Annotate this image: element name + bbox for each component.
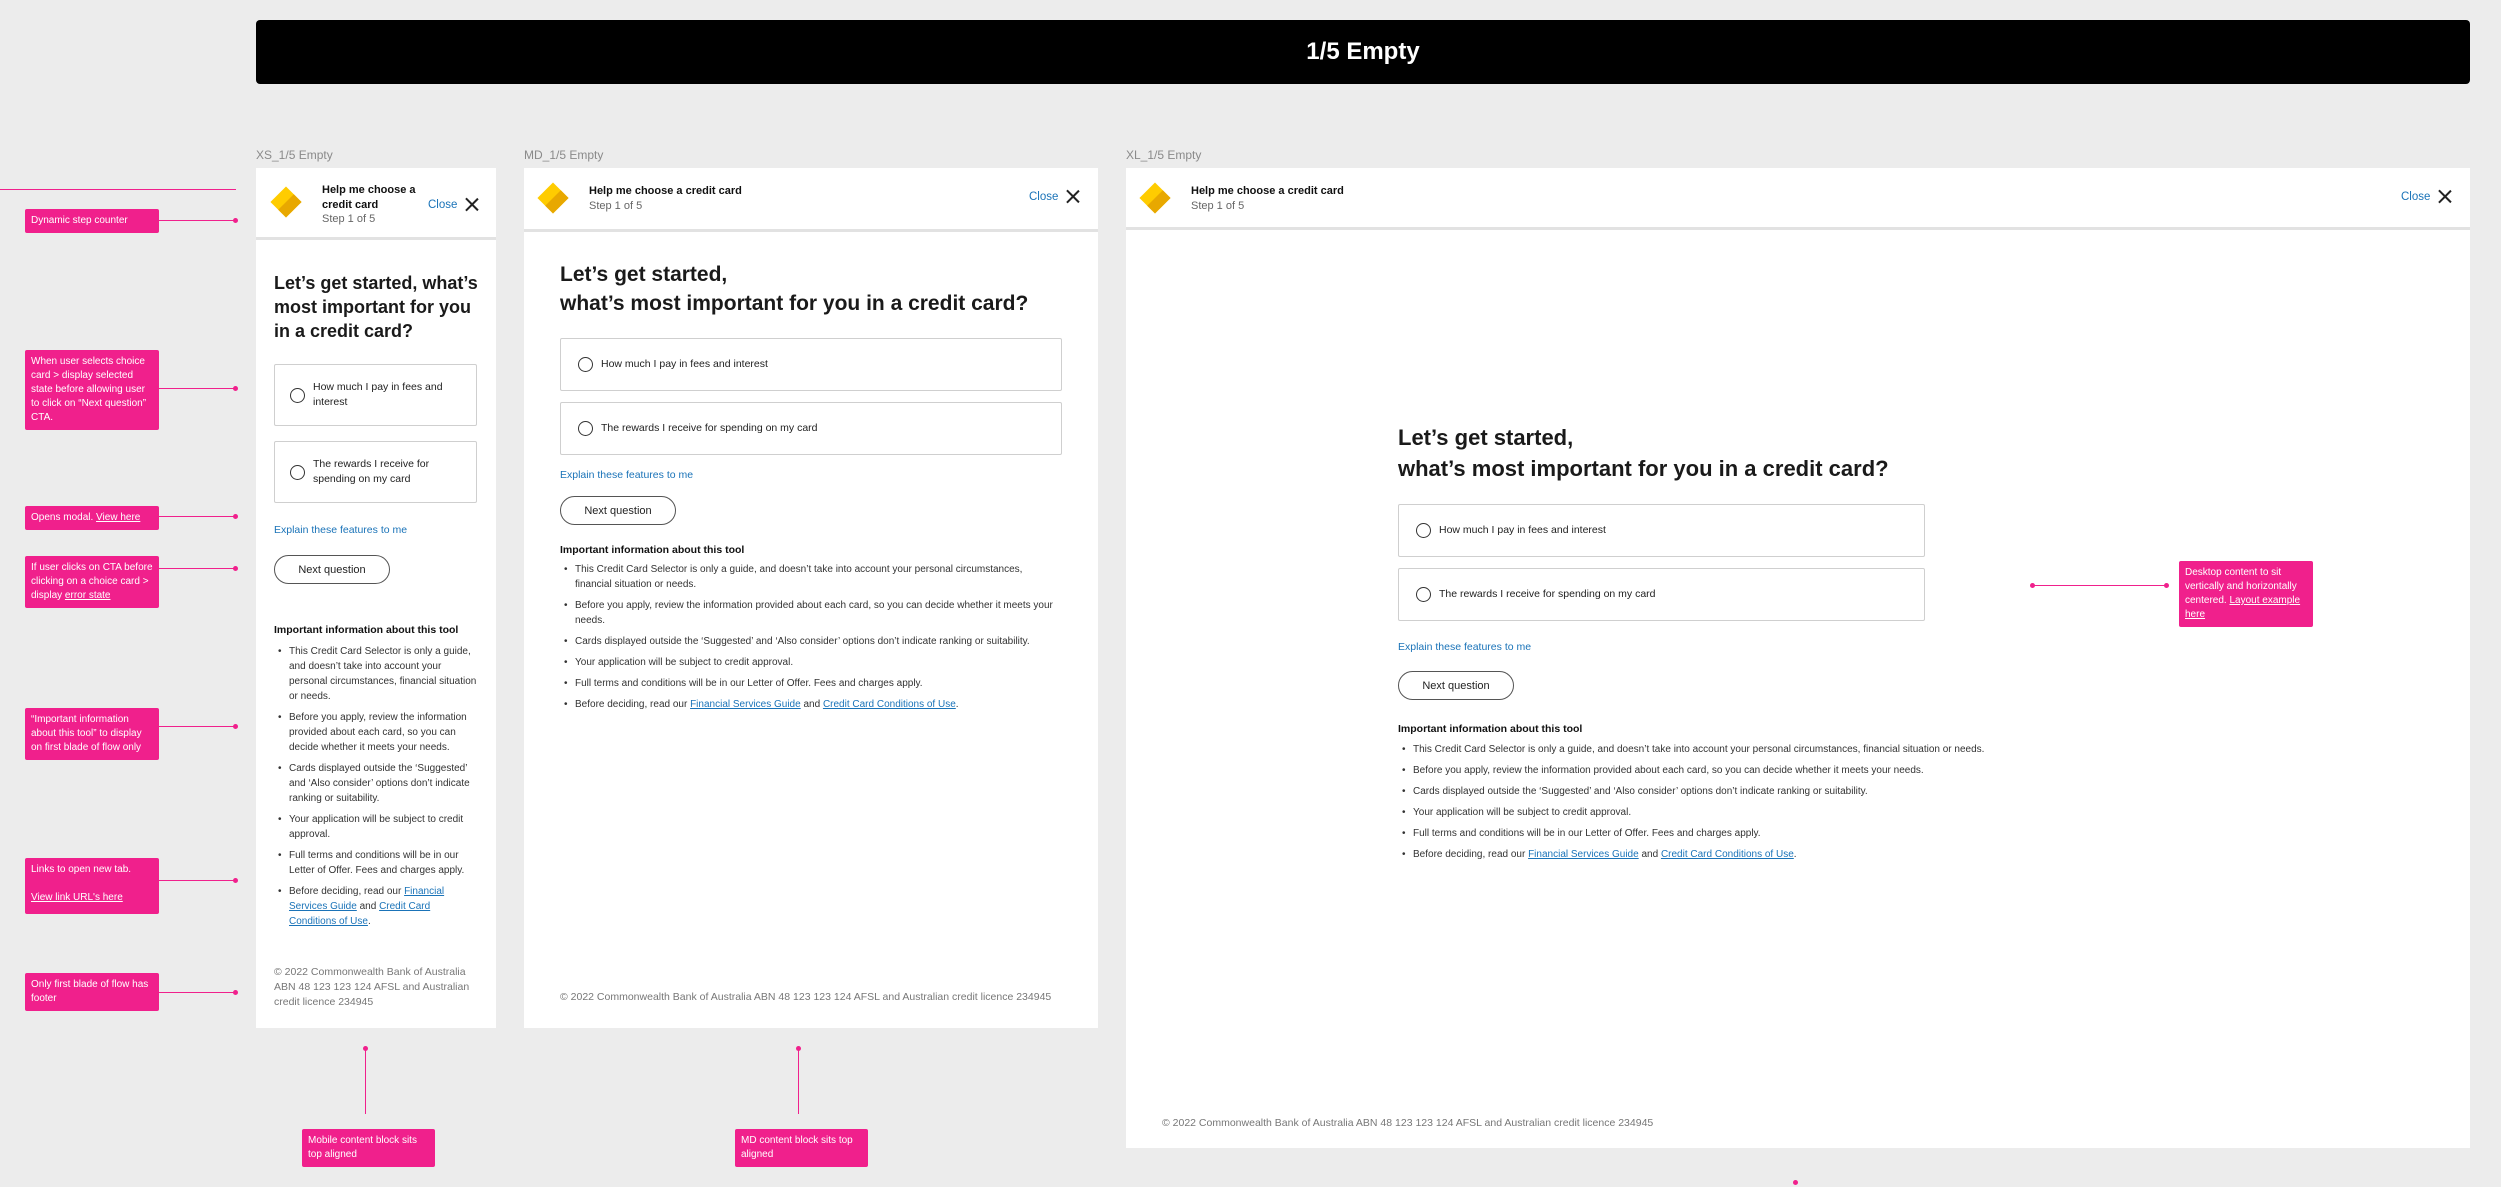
connector-line	[365, 1048, 366, 1114]
view-modal-link[interactable]: View here	[96, 512, 141, 523]
banner-title: 1/5 Empty	[1306, 38, 1420, 65]
connector-dot	[233, 990, 238, 995]
choice-label: How much I pay in fees and interest	[313, 381, 443, 408]
info-item: • Full terms and conditions will be in our Letter of Offer. Fees and charges apply.	[274, 848, 479, 878]
annotation-links-new-tab: Links to open new tab. View link URL's here	[25, 858, 159, 914]
financial-services-guide-link[interactable]: Financial Services Guide	[289, 886, 445, 912]
question-line-2: what’s most important for you in a credit card?	[1398, 456, 1889, 481]
radio-icon	[1416, 587, 1431, 602]
question-line-2: what’s most important for you in a credit card?	[560, 292, 1029, 315]
footer-text: © 2022 Commonwealth Bank of Australia ABN 48 123 123 124 AFSL and Australian credit licence 234945	[1162, 1117, 1654, 1129]
explain-features-link[interactable]: Explain these features to me	[274, 524, 408, 536]
step-counter: Step 1 of 5	[589, 200, 643, 212]
close-button[interactable]	[428, 198, 478, 211]
info-item: • Before you apply, review the information provided about each card, so you can decide whether it meets your needs.	[274, 710, 479, 755]
radio-icon	[578, 357, 593, 372]
header-title: Help me choose a credit card	[322, 184, 416, 211]
question-title	[1398, 422, 2038, 484]
connector-line	[159, 220, 236, 221]
connector-line	[159, 388, 236, 389]
connector-line	[159, 880, 236, 881]
md-content	[560, 260, 1070, 712]
explain-features-link[interactable]: Explain these features to me	[1398, 641, 1532, 653]
choice-card-rewards[interactable]	[560, 402, 1062, 455]
info-item: • Full terms and conditions will be in our Letter of Offer. Fees and charges apply.	[1398, 826, 2038, 841]
bank-logo-icon	[270, 186, 301, 217]
choice-card-rewards[interactable]	[274, 441, 477, 503]
md-header	[524, 168, 1098, 232]
step-counter: Step 1 of 5	[1191, 200, 1245, 212]
xs-header	[256, 168, 496, 240]
connector-line	[159, 516, 236, 517]
info-item: • Before you apply, review the information provided about each card, so you can decide whether it meets your needs.	[1398, 763, 2038, 778]
choice-label: The rewards I receive for spending on my card	[1439, 588, 1656, 600]
info-item-links: • Before deciding, read our Financial Services Guide and Credit Card Conditions of Use.	[560, 697, 1060, 712]
question-title	[560, 260, 1070, 318]
question-title: Let’s get started, what’s most important for you in a credit card?	[274, 273, 478, 341]
close-label: Close	[1029, 190, 1059, 203]
annotation-desktop-center: Desktop content to sit vertically and horizontally centered. Layout example here	[2179, 561, 2313, 627]
close-button[interactable]	[2401, 190, 2451, 203]
info-item-links: • Before deciding, read our Financial Services Guide and Credit Card Conditions of Use.	[274, 884, 479, 929]
bank-logo-icon	[537, 182, 568, 213]
question-line-1: Let’s get started,	[1398, 425, 1574, 450]
xs-frame	[256, 168, 496, 1028]
info-item: • Your application will be subject to credit approval.	[274, 812, 479, 842]
header-title: Help me choose a credit card	[1191, 185, 1344, 197]
info-list	[1398, 742, 2038, 862]
layout-example-link[interactable]: Layout example here	[2185, 595, 2301, 620]
next-question-button[interactable]: Next question	[1398, 671, 1514, 700]
info-item-links: • Before deciding, read our Financial Services Guide and Credit Card Conditions of Use.	[1398, 847, 2038, 862]
close-label: Close	[428, 198, 458, 211]
header-title: Help me choose a credit card	[589, 185, 742, 197]
annotation-md-top: MD content block sits top aligned	[735, 1129, 868, 1167]
annotation-selected-state: When user selects choice card > display selected state before allowing user to click on “Next question” CTA.	[25, 350, 159, 430]
radio-icon	[290, 465, 305, 480]
xl-header	[1126, 168, 2470, 230]
info-list	[560, 562, 1060, 712]
radio-icon	[1416, 523, 1431, 538]
bank-logo-icon	[1139, 182, 1170, 213]
info-item: • This Credit Card Selector is only a guide, and doesn’t take into account your personal circumstances, financial situation or needs.	[560, 562, 1060, 592]
conditions-of-use-link[interactable]: Credit Card Conditions of Use	[1660, 849, 1794, 860]
annotation-footer: Only first blade of flow has footer	[25, 973, 159, 1011]
annotation-opens-modal: Opens modal. View here	[25, 506, 159, 530]
choice-label: How much I pay in fees and interest	[601, 358, 768, 370]
close-icon	[1066, 190, 1079, 203]
info-item: • Cards displayed outside the ‘Suggested’ and ‘Also consider’ options don’t indicate ranking or suitability.	[560, 634, 1060, 649]
footer-text: © 2022 Commonwealth Bank of Australia ABN 48 123 123 124 AFSL and Australian credit licence 234945	[274, 966, 470, 1008]
close-label: Close	[2401, 190, 2431, 203]
radio-icon	[290, 388, 305, 403]
md-frame	[524, 168, 1098, 1028]
conditions-of-use-link[interactable]: Credit Card Conditions of Use	[289, 901, 431, 927]
connector-dot	[233, 218, 238, 223]
step-counter: Step 1 of 5	[322, 213, 376, 225]
info-list	[274, 644, 479, 929]
frame-label-xs: XS_1/5 Empty	[256, 148, 333, 162]
error-state-link[interactable]: error state	[64, 590, 111, 601]
info-item: • Cards displayed outside the ‘Suggested’ and ‘Also consider’ options don’t indicate ranking or suitability.	[1398, 784, 2038, 799]
financial-services-guide-link[interactable]: Financial Services Guide	[1528, 849, 1639, 860]
xl-frame	[1126, 168, 2470, 1148]
connector-dot	[233, 724, 238, 729]
connector-dot	[233, 386, 238, 391]
connector-line	[2032, 585, 2168, 586]
info-title: Important information about this tool	[274, 624, 459, 636]
connector-dot	[233, 878, 238, 883]
info-item: • Your application will be subject to credit approval.	[1398, 805, 2038, 820]
info-title: Important information about this tool	[560, 544, 745, 556]
footer-text: © 2022 Commonwealth Bank of Australia ABN 48 123 123 124 AFSL and Australian credit licence 234945	[560, 991, 1052, 1003]
xs-content	[274, 271, 484, 929]
info-item: • This Credit Card Selector is only a guide, and doesn’t take into account your personal circumstances, financial situation or needs.	[274, 644, 479, 704]
info-item: • This Credit Card Selector is only a guide, and doesn’t take into account your personal circumstances, financial situation or needs.	[1398, 742, 2038, 757]
choice-card-fees[interactable]	[274, 364, 477, 426]
choice-card-fees[interactable]	[1398, 504, 1925, 557]
info-item: • Your application will be subject to credit approval.	[560, 655, 1060, 670]
connector-dot	[233, 514, 238, 519]
conditions-of-use-link[interactable]: Credit Card Conditions of Use	[822, 699, 956, 710]
connector-dot	[1793, 1180, 1798, 1185]
view-link-urls-link[interactable]: View link URL's here	[31, 892, 123, 903]
financial-services-guide-link[interactable]: Financial Services Guide	[690, 699, 801, 710]
annotation-important-info: “Important information about this tool” to display on first blade of flow only	[25, 708, 159, 760]
connector-dot	[2164, 583, 2169, 588]
connector-line	[798, 1048, 799, 1114]
close-icon	[465, 198, 478, 211]
annotation-error-state: If user clicks on CTA before clicking on a choice card > display error state	[25, 556, 159, 608]
choice-card-fees[interactable]	[560, 338, 1062, 391]
connector-dot	[233, 566, 238, 571]
radio-icon	[578, 421, 593, 436]
close-icon	[2438, 190, 2451, 203]
choice-label: The rewards I receive for spending on my card	[601, 422, 818, 434]
annotation-mobile-top: Mobile content block sits top aligned	[302, 1129, 435, 1167]
explain-features-link[interactable]: Explain these features to me	[560, 469, 694, 481]
choice-label: How much I pay in fees and interest	[1439, 524, 1606, 536]
annotation-step-counter: Dynamic step counter	[25, 209, 159, 233]
connector-line	[0, 189, 236, 190]
choice-label: The rewards I receive for spending on my card	[313, 458, 430, 485]
info-item: • Cards displayed outside the ‘Suggested’ and ‘Also consider’ options don’t indicate ranking or suitability.	[274, 761, 479, 806]
connector-line	[159, 568, 236, 569]
question-line-1: Let’s get started,	[560, 263, 728, 286]
xl-content	[1398, 422, 2038, 862]
choice-card-rewards[interactable]	[1398, 568, 1925, 621]
frame-label-md: MD_1/5 Empty	[524, 148, 604, 162]
connector-line	[159, 992, 236, 993]
frame-label-xl: XL_1/5 Empty	[1126, 148, 1202, 162]
next-question-button[interactable]: Next question	[560, 496, 676, 525]
info-item: • Full terms and conditions will be in our Letter of Offer. Fees and charges apply.	[560, 676, 1060, 691]
connector-line	[159, 726, 236, 727]
next-question-button[interactable]: Next question	[274, 555, 390, 584]
info-title: Important information about this tool	[1398, 723, 1583, 735]
info-item: • Before you apply, review the information provided about each card, so you can decide whether it meets your needs.	[560, 598, 1060, 628]
close-button[interactable]	[1029, 190, 1079, 203]
page-banner	[256, 20, 2470, 84]
